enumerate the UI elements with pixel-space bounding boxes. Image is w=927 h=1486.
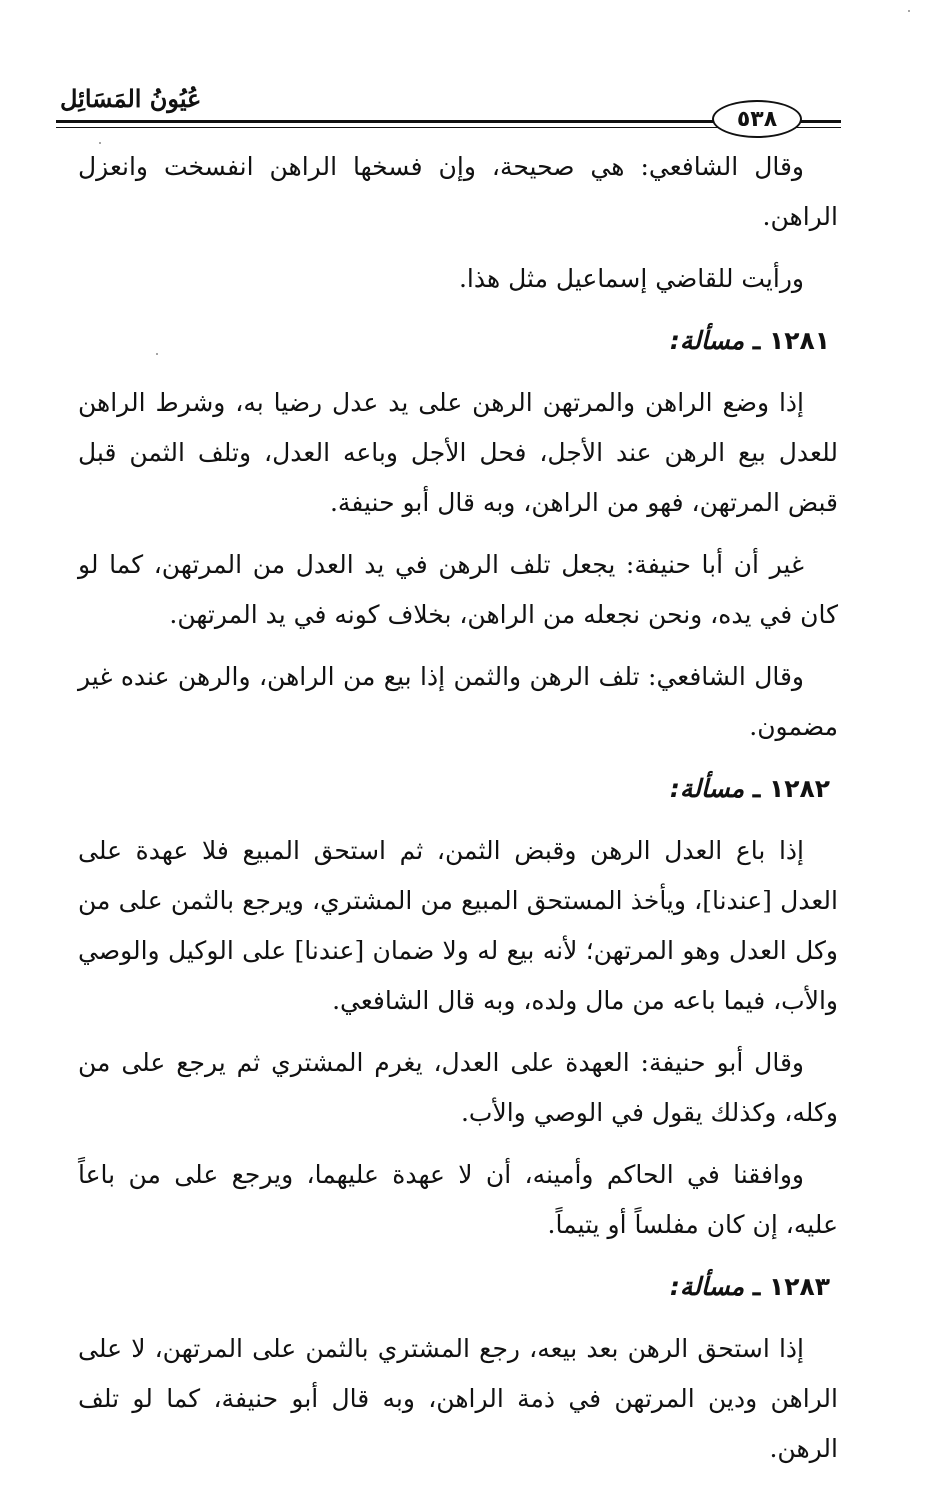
paragraph: ورأيت للقاضي إسماعيل مثل هذا. bbox=[458, 264, 804, 293]
paragraph: إذا استحق الرهن بعد بيعه، رجع المشتري بالثمن على المرتهن، لا على الراهن ودين المرتهن في ذمة الراهن، وبه قال أبو حنيفة، كما لو تلف الرهن. bbox=[78, 1334, 838, 1463]
issue-label: مسألة: bbox=[669, 1272, 745, 1301]
paragraph: وقال الشافعي: تلف الرهن والثمن إذا بيع من الراهن، والرهن عنده غير مضمون. bbox=[78, 662, 838, 741]
paragraph: إذا وضع الراهن والمرتهن الرهن على يد عدل رضيا به، وشرط الراهن للعدل بيع الرهن عند الأجل، فحل الأجل وباعه العدل، وتلف الثمن قبل قبض المرتهن، فهو من الراهن، وبه قال أبو حنيفة. bbox=[78, 388, 838, 517]
issue-heading: ١٢٨٢ ـ مسألة: bbox=[669, 774, 830, 803]
paragraph: وقال الشافعي: هي صحيحة، وإن فسخها الراهن انفسخت وانعزل الراهن. bbox=[78, 152, 838, 231]
paragraph: وقال أبو حنيفة: العهدة على العدل، يغرم المشتري ثم يرجع على من وكله، وكذلك يقول في الوصي والأب. bbox=[78, 1048, 838, 1127]
page-number: ٥٣٨ bbox=[736, 106, 778, 132]
issue-number: ١٢٨١ bbox=[768, 326, 830, 355]
issue-number: ١٢٨٢ bbox=[768, 774, 830, 803]
paragraph: إذا باع العدل الرهن وقبض الثمن، ثم استحق المبيع فلا عهدة على العدل [عندنا]، ويأخذ المستحق المبيع من المشتري، ويرجع بالثمن على من وكل العدل وهو المرتهن؛ لأنه بيع له ولا ضمان [عندنا] على الوكيل والوصي والأب، فيما باعه من مال ولده، وبه قال الشافعي. bbox=[78, 836, 838, 1015]
issue-label: مسألة: bbox=[669, 326, 745, 355]
body-text bbox=[78, 142, 838, 1486]
running-header-title: عُيُونُ المَسَائِل bbox=[60, 84, 202, 113]
issue-number: ١٢٨٣ bbox=[768, 1272, 830, 1301]
scan-speck bbox=[908, 10, 910, 12]
issue-label: مسألة: bbox=[669, 774, 745, 803]
scan-speck bbox=[99, 142, 101, 144]
scan-speck bbox=[156, 353, 158, 355]
paragraph: ووافقنا في الحاكم وأمينه، أن لا عهدة عليهما، ويرجع على من باعاً عليه، إن كان مفلساً أو يتيماً. bbox=[78, 1160, 838, 1239]
issue-heading: ١٢٨٣ ـ مسألة: bbox=[669, 1272, 830, 1301]
paragraph: غير أن أبا حنيفة: يجعل تلف الرهن في يد العدل من المرتهن، كما لو كان في يده، ونحن نجعله من الراهن، بخلاف كونه في يد المرتهن. bbox=[78, 550, 838, 629]
issue-heading: ١٢٨١ ـ مسألة: bbox=[669, 326, 830, 355]
header-rule-right bbox=[800, 120, 841, 123]
page-number-badge bbox=[712, 100, 802, 138]
